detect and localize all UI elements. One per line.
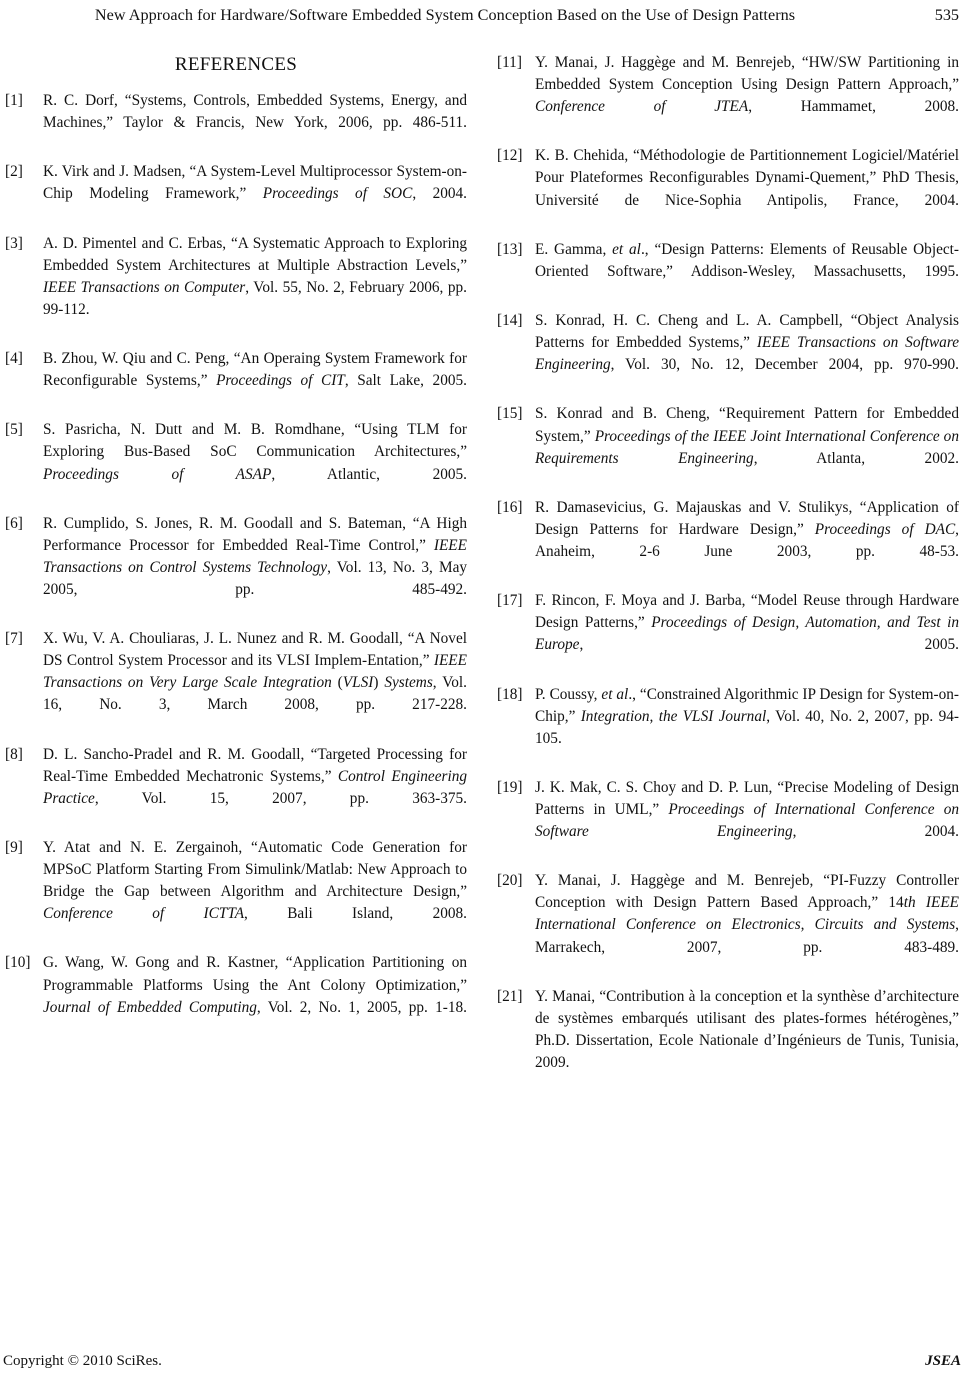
reference-text: A. D. Pimentel and C. Erbas, “A Systematic Approach to Exploring Embedded System Architectures at Multiple Abstraction Levels,” IEEE Transactions on Computer, Vol. 55, No. 2, February 2006, pp. 99-112.	[43, 234, 467, 318]
reference-text: K. B. Chehida, “Méthodologie de Partitionnement Logiciel/Matériel Pour Plateformes Reconfigurables Dynami-Quement,” PhD Thesis, Université de Nice-Sophia Antipolis, France, 2004.	[535, 147, 959, 209]
reference-entry	[5, 419, 467, 507]
reference-number: [6]	[5, 514, 23, 532]
reference-text: X. Wu, V. A. Chouliaras, J. L. Nunez and R. M. Goodall, “A Novel DS Control System Processor and its VLSI Implem-Entation,” IEEE Transactions on Very Large Scale Integration (VLSI) Systems, Vol. 16, No. 3, March 2008, pp. 217-228.	[43, 630, 468, 714]
reference-number: [15]	[497, 405, 523, 423]
reference-text: F. Rincon, F. Moya and J. Barba, “Model Reuse through Hardware Design Patterns,” Proceedings of Design, Automation, and Test in Europe, 2005.	[535, 592, 959, 654]
reference-text: P. Coussy, et al., “Constrained Algorithmic IP Design for System-on-Chip,” Integration, the VLSI Journal, Vol. 40, No. 2, 2007, pp. 94-105.	[535, 685, 960, 747]
reference-number: [20]	[497, 872, 523, 890]
page-number: 535	[934, 6, 959, 24]
reference-entry	[497, 684, 959, 772]
reference-text: R. Damasevicius, G. Majauskas and V. Stulikys, “Application of Design Patterns for Hardware Design,” Proceedings of DAC, Anaheim, 2-6 June 2003, pp. 48-53.	[535, 498, 959, 560]
reference-number: [5]	[5, 421, 23, 439]
reference-text: Y. Atat and N. E. Zergainoh, “Automatic Code Generation for MPSoC Platform Starting From Simulink/Matlab: New Approach to Bridge the Gap between Algorithm and Architecture Design,” Conference of ICTTA, Bali Island, 2008.	[43, 839, 467, 923]
reference-number: [8]	[5, 745, 23, 763]
reference-entry	[5, 513, 467, 623]
running-head	[0, 4, 967, 30]
reference-entry	[5, 628, 467, 738]
page-footer	[0, 1350, 967, 1372]
reference-number: [4]	[5, 350, 23, 368]
reference-number: [13]	[497, 240, 523, 258]
reference-list-right	[497, 52, 959, 1096]
reference-text: S. Pasricha, N. Dutt and M. B. Romdhane, “Using TLM for Exploring Bus-Based SoC Communication Architectures,” Proceedings of ASAP, Atlantic, 2005.	[43, 421, 467, 483]
reference-number: [14]	[497, 312, 523, 330]
running-head-title: New Approach for Hardware/Software Embedded System Conception Based on the Use of Design Patterns	[94, 6, 796, 24]
reference-number: [2]	[5, 163, 23, 181]
reference-number: [3]	[5, 234, 23, 252]
reference-number: [19]	[497, 778, 523, 796]
reference-entry	[5, 161, 467, 227]
reference-entry	[497, 239, 959, 305]
reference-text: B. Zhou, W. Qiu and C. Peng, “An Operaing System Framework for Reconfigurable Systems,” Proceedings of CIT, Salt Lake, 2005.	[43, 350, 467, 390]
reference-number: [17]	[497, 592, 523, 610]
reference-entry	[497, 145, 959, 233]
reference-number: [16]	[497, 498, 523, 516]
reference-entry	[5, 952, 467, 1040]
reference-entry	[497, 986, 959, 1096]
references-heading: REFERENCES	[174, 54, 298, 75]
reference-text: E. Gamma, et al., “Design Patterns: Elements of Reusable Object-Oriented Software,” Addison-Wesley, Massachusetts, 1995.	[535, 240, 959, 280]
reference-entry	[497, 590, 959, 678]
reference-entry	[497, 310, 959, 398]
reference-text: K. Virk and J. Madsen, “A System-Level Multiprocessor System-on-Chip Modeling Framework,” Proceedings of SOC, 2004.	[43, 163, 468, 203]
reference-number: [21]	[497, 987, 523, 1005]
reference-entry	[5, 90, 467, 156]
reference-list-left	[5, 90, 467, 1041]
reference-text: J. K. Mak, C. S. Choy and D. P. Lun, “Precise Modeling of Design Patterns in UML,” Proceedings of International Conference on Software Engineering, 2004.	[535, 778, 959, 841]
reference-text: S. Konrad, H. C. Cheng and L. A. Campbell, “Object Analysis Patterns for Embedded Systems,” IEEE Transactions on Software Engineering, Vol. 30, No. 12, December 2004, pp. 970-990.	[535, 312, 959, 374]
reference-text: Y. Manai, “Contribution à la conception et la synthèse d’architecture de systèmes embarqués utilisant des plates-formes hétérogènes,” Ph.D. Dissertation, Ecole Nationale d’Ingénieurs de Tunis, Tunisia, 2009.	[535, 987, 959, 1072]
reference-text: D. L. Sancho-Pradel and R. M. Goodall, “Targeted Processing for Real-Time Embedded Mechatronic Systems,” Control Engineering Practice, Vol. 15, 2007, pp. 363-375.	[43, 745, 467, 807]
left-column	[5, 52, 467, 1046]
reference-text: G. Wang, W. Gong and R. Kastner, “Application Partitioning on Programmable Platforms Using the Ant Colony Optimization,” Journal of Embedded Computing, Vol. 2, No. 1, 2005, pp. 1-18.	[43, 954, 468, 1016]
reference-entry	[497, 52, 959, 140]
reference-number: [10]	[5, 954, 31, 972]
reference-number: [11]	[497, 54, 522, 71]
reference-entry	[5, 233, 467, 343]
reference-text: R. Cumplido, S. Jones, R. M. Goodall and S. Bateman, “A High Performance Processor for Embedded Real-Time Control,” IEEE Transactions on Control Systems Technology, Vol. 13, No. 3, May 2005, pp. 485-492.	[43, 514, 468, 598]
reference-entry	[5, 744, 467, 832]
reference-text: Y. Manai, J. Haggège and M. Benrejeb, “HW/SW Partitioning in Embedded System Conception Using Design Pattern Approach,” Conference of JTEA, Hammamet, 2008.	[535, 54, 959, 116]
reference-entry	[5, 837, 467, 947]
reference-text: R. C. Dorf, “Systems, Controls, Embedded Systems, Energy, and Machines,” Taylor & Francis, New York, 2006, pp. 486-511.	[43, 92, 467, 132]
reference-entry	[497, 870, 959, 980]
journal-abbreviation: JSEA	[925, 1353, 961, 1369]
reference-entry	[5, 348, 467, 414]
reference-entry	[497, 403, 959, 491]
reference-entry	[497, 497, 959, 585]
reference-number: [1]	[5, 92, 23, 109]
reference-entry	[497, 777, 959, 865]
reference-text: Y. Manai, J. Haggège and M. Benrejeb, “PI-Fuzzy Controller Conception with Design Pattern Based Approach,” 14th IEEE International Conference on Electronics, Circuits and Systems, Marrakech, 2007, pp. 483-489.	[535, 872, 960, 956]
reference-number: [7]	[5, 630, 23, 648]
reference-number: [12]	[497, 147, 523, 165]
right-column	[497, 52, 959, 1101]
reference-number: [18]	[497, 685, 523, 703]
reference-number: [9]	[5, 839, 23, 856]
copyright-notice: Copyright © 2010 SciRes.	[3, 1353, 162, 1369]
reference-text: S. Konrad and B. Cheng, “Requirement Pattern for Embedded System,” Proceedings of the IEEE Joint International Conference on Requirements Engineering, Atlanta, 2002.	[535, 405, 959, 467]
